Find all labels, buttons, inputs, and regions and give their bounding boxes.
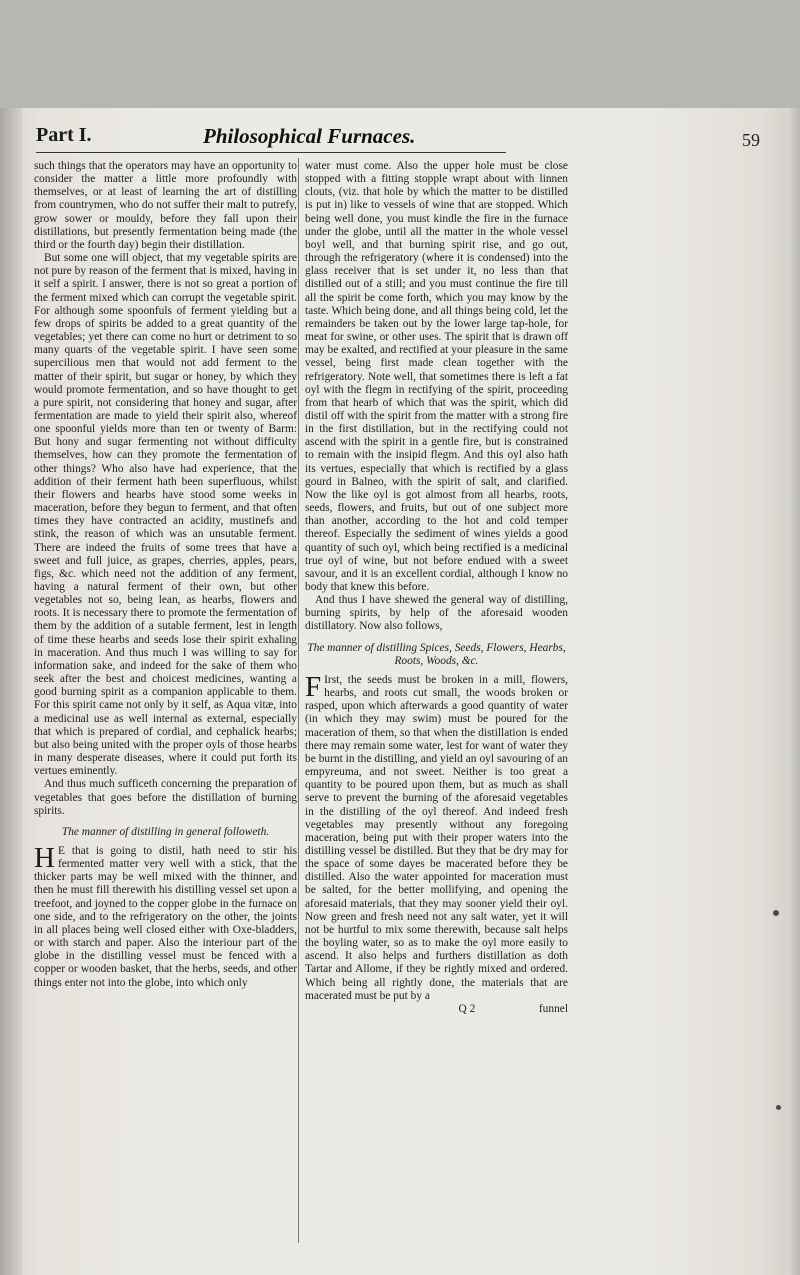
running-header	[36, 124, 760, 154]
paragraph-text: E that is going to distil, hath need to stir his fermented matter very well with a stick, that the thicker parts may be well mixed with the thinner, and then he must fill therewith his distilling vessel set upon a treefoot, and joyned to the copper globe in the furnace on one side, and to the refrigeratory on the other, the joints in all places being well closed either with Oxe-bladders, or with starch and paper. Also the interiour part of the globe in the distilling vessel must be fenced with a copper or wooden basket, that the herbs, seeds, and other things enter not into the globe, into which only	[34, 844, 297, 989]
paragraph-with-dropcap	[305, 670, 568, 1003]
paragraph-with-dropcap	[34, 841, 297, 990]
paragraph: water must come. Also the upper hole must be close stopped with a fitting stopple wrapt about with linnen clouts, (viz. that hole by which the matter to be distilled is put in) like to vessels of wine that are stopped. Which being well done, you must kindle the fire in the furnace under the globe, until all the matter in the whole vessel boyl well, and that burning spirit rise, and go out, through the refrigeratory (where it is condensed) into the glass receiver that is set under it, no less than that distilled out of a still; and you must continue the fire till all the spirit be come forth, which you may know by the taste. Which being done, and all things being cold, let the remainders be taken out by the lower large tap-hole, for meat for swine, or other uses. The spirit that is drawn off may be exalted, and rectified at your pleasure in the same vessel, being first made clean together with the refrigeratory. Note well, that sometimes there is left a fat oyl with the flegm in rectifying of the spirit, proceeding from that hearb of which that was the spirit, which did distil off with the spirit from the matter with a strong fire in the first distillation, but in the rectifying could not ascend with the spirit in a gentle fire, but is constrained to remain with the insipid flegm. And this oyl also hath its vertues, especially that which is rectified by a glass gourd in Balneo, with the spirit of salt, and clarified. Now the like oyl is got almost from all hearbs, roots, seeds, flowers, and fruits, but out of one subject more than another, according to the hot and cold temper thereof. Especially the sediment of wines yields a good quantity of such oyl, which being rectified is a medicinal true oyl of wine, but not before endued with a sweet savour, and it is an excellent cordial, although I know no body that knew this before.	[305, 160, 568, 593]
page-number: 59	[742, 130, 760, 150]
drop-cap: H	[34, 841, 55, 874]
running-title: Philosophical Furnaces.	[203, 124, 416, 148]
column-divider	[298, 158, 299, 1243]
signature-line	[305, 1003, 568, 1016]
scan-speck	[773, 910, 779, 916]
paragraph: But some one will object, that my vegetable spirits are not pure by reason of the ferment that is mixed, having in it self a spirit. I answer, there is not so great a portion of the ferment mixed which can corrupt the vegetable spirit. For although some spoonfuls of ferment yielding but a few drops of spirits be added to a great quantity of the vegetables; yet there can come no hurt or detriment to so many quarts of the vegetable spirit. I have seen some supercilious men that would not add ferment to the matter of their spirit, but sugar or honey, by which they would promote fermentation, and so have thought to get a pure spirit, not considering that honey and sugar, after fermentation are made to yield their spirit also, whereof one spoonful yields more than ten or twenty of Barm: But hony and sugar fermenting not without difficulty themselves, how can they promote the fermentation of other things? Who also have had experience, that the addition of their ferment hath been superfluous, whilst their flowers and hearbs have stood some weeks in maceration, before they begun to ferment, and that often times they have contracted an acidity, mustinefs and stink, the reason of which was an unsutable ferment. There are indeed the fruits of some trees that have a sweet and full juice, as grapes, cherries, apples, pears, figs, &c. which need not the addition of any ferment, having a natural ferment of their own, but other vegetables not so, being lean, as hearbs, flowers and roots. It is necessary there to promote the fermentation of them by the addition of a sutable ferment, lest in length of time these hearbs and seeds lose their spirit exhaling in maceration. And thus much I was willing to say for information sake, and indeed for the sake of them who seek after the best and choicest medicines, wanting a good burning spirit as a companion applicable to them. For this spirit came not only by it self, as Aqua vitæ, into a medicinal use as well internal as external, especially that which is prepared of cordial, and cephalick hearbs; but also being united with the proper oyls of those hearbs in many desperate diseases, where it could put forth its vertues eminently.	[34, 252, 297, 778]
catchword: funnel	[538, 1002, 568, 1015]
book-gutter	[0, 108, 22, 1275]
page-edge	[786, 108, 800, 1275]
left-column	[34, 160, 297, 990]
section-heading: The manner of distilling Spices, Seeds, Flowers, Hearbs, Roots, Woods, &c.	[307, 641, 566, 667]
signature-mark: Q 2	[458, 1002, 476, 1015]
paragraph: And thus much sufficeth concerning the preparation of vegetables that goes before the distillation of burning spirits.	[34, 778, 297, 817]
header-rule	[36, 152, 506, 153]
scan-speck	[776, 1105, 781, 1110]
part-label: Part I.	[36, 124, 92, 146]
paragraph: such things that the operators may have an opportunity to consider the matter a little more profoundly with themselves, or at least of learning the art of distilling from countrymen, who do not suffer their malt to putrefy, grow sower or mouldy, before they fall upon their distillations, but presently fermentation being made (the third or the fourth day) begin their distillation.	[34, 160, 297, 251]
drop-cap: F	[305, 670, 322, 703]
scan-top-margin	[0, 0, 800, 108]
paragraph-text: Irst, the seeds must be broken in a mill, flowers, hearbs, and roots cut small, the woods broken or rasped, upon which afterwards a good quantity of water (in which they may swim) must be poured for the maceration of them, so that when the distillation is ended there may remain some water, lest for want of water they be burnt in the distilling, and yield an oyl savouring of an empyreuma, and not sweet. Neither is too great a quantity to be poured upon them, but as much as shall serve to prevent the burning of the aforesaid vegetables in the distilling of the oyl thereof. And indeed fresh vegetables may presently without any foregoing maceration, being put with their proper waters into the distilling vessel be distilled. But they that be dry may for the space of some dayes be macerated before they be distilled. Also the water appointed for maceration must be salted, for the better mollifying, and opening the aforesaid materials, that they may sooner yield their oyl. Now green and fresh need not any salt water, yet it will not be hurtful to mix some therewith, because salt helps the boyling water, so as to make the oyl more easily to ascend. It also helps and furthers distillation as doth Tartar and Allome, if they be rightly mixed and ordered. Which being all rightly done, the materials that are macerated must be put by a	[305, 673, 568, 1002]
section-heading: The manner of distilling in general followeth.	[61, 825, 270, 838]
right-column	[305, 160, 568, 1016]
paragraph: And thus I have shewed the general way of distilling, burning spirits, by help of the aforesaid wooden distillatory. Now also follows,	[305, 594, 568, 633]
